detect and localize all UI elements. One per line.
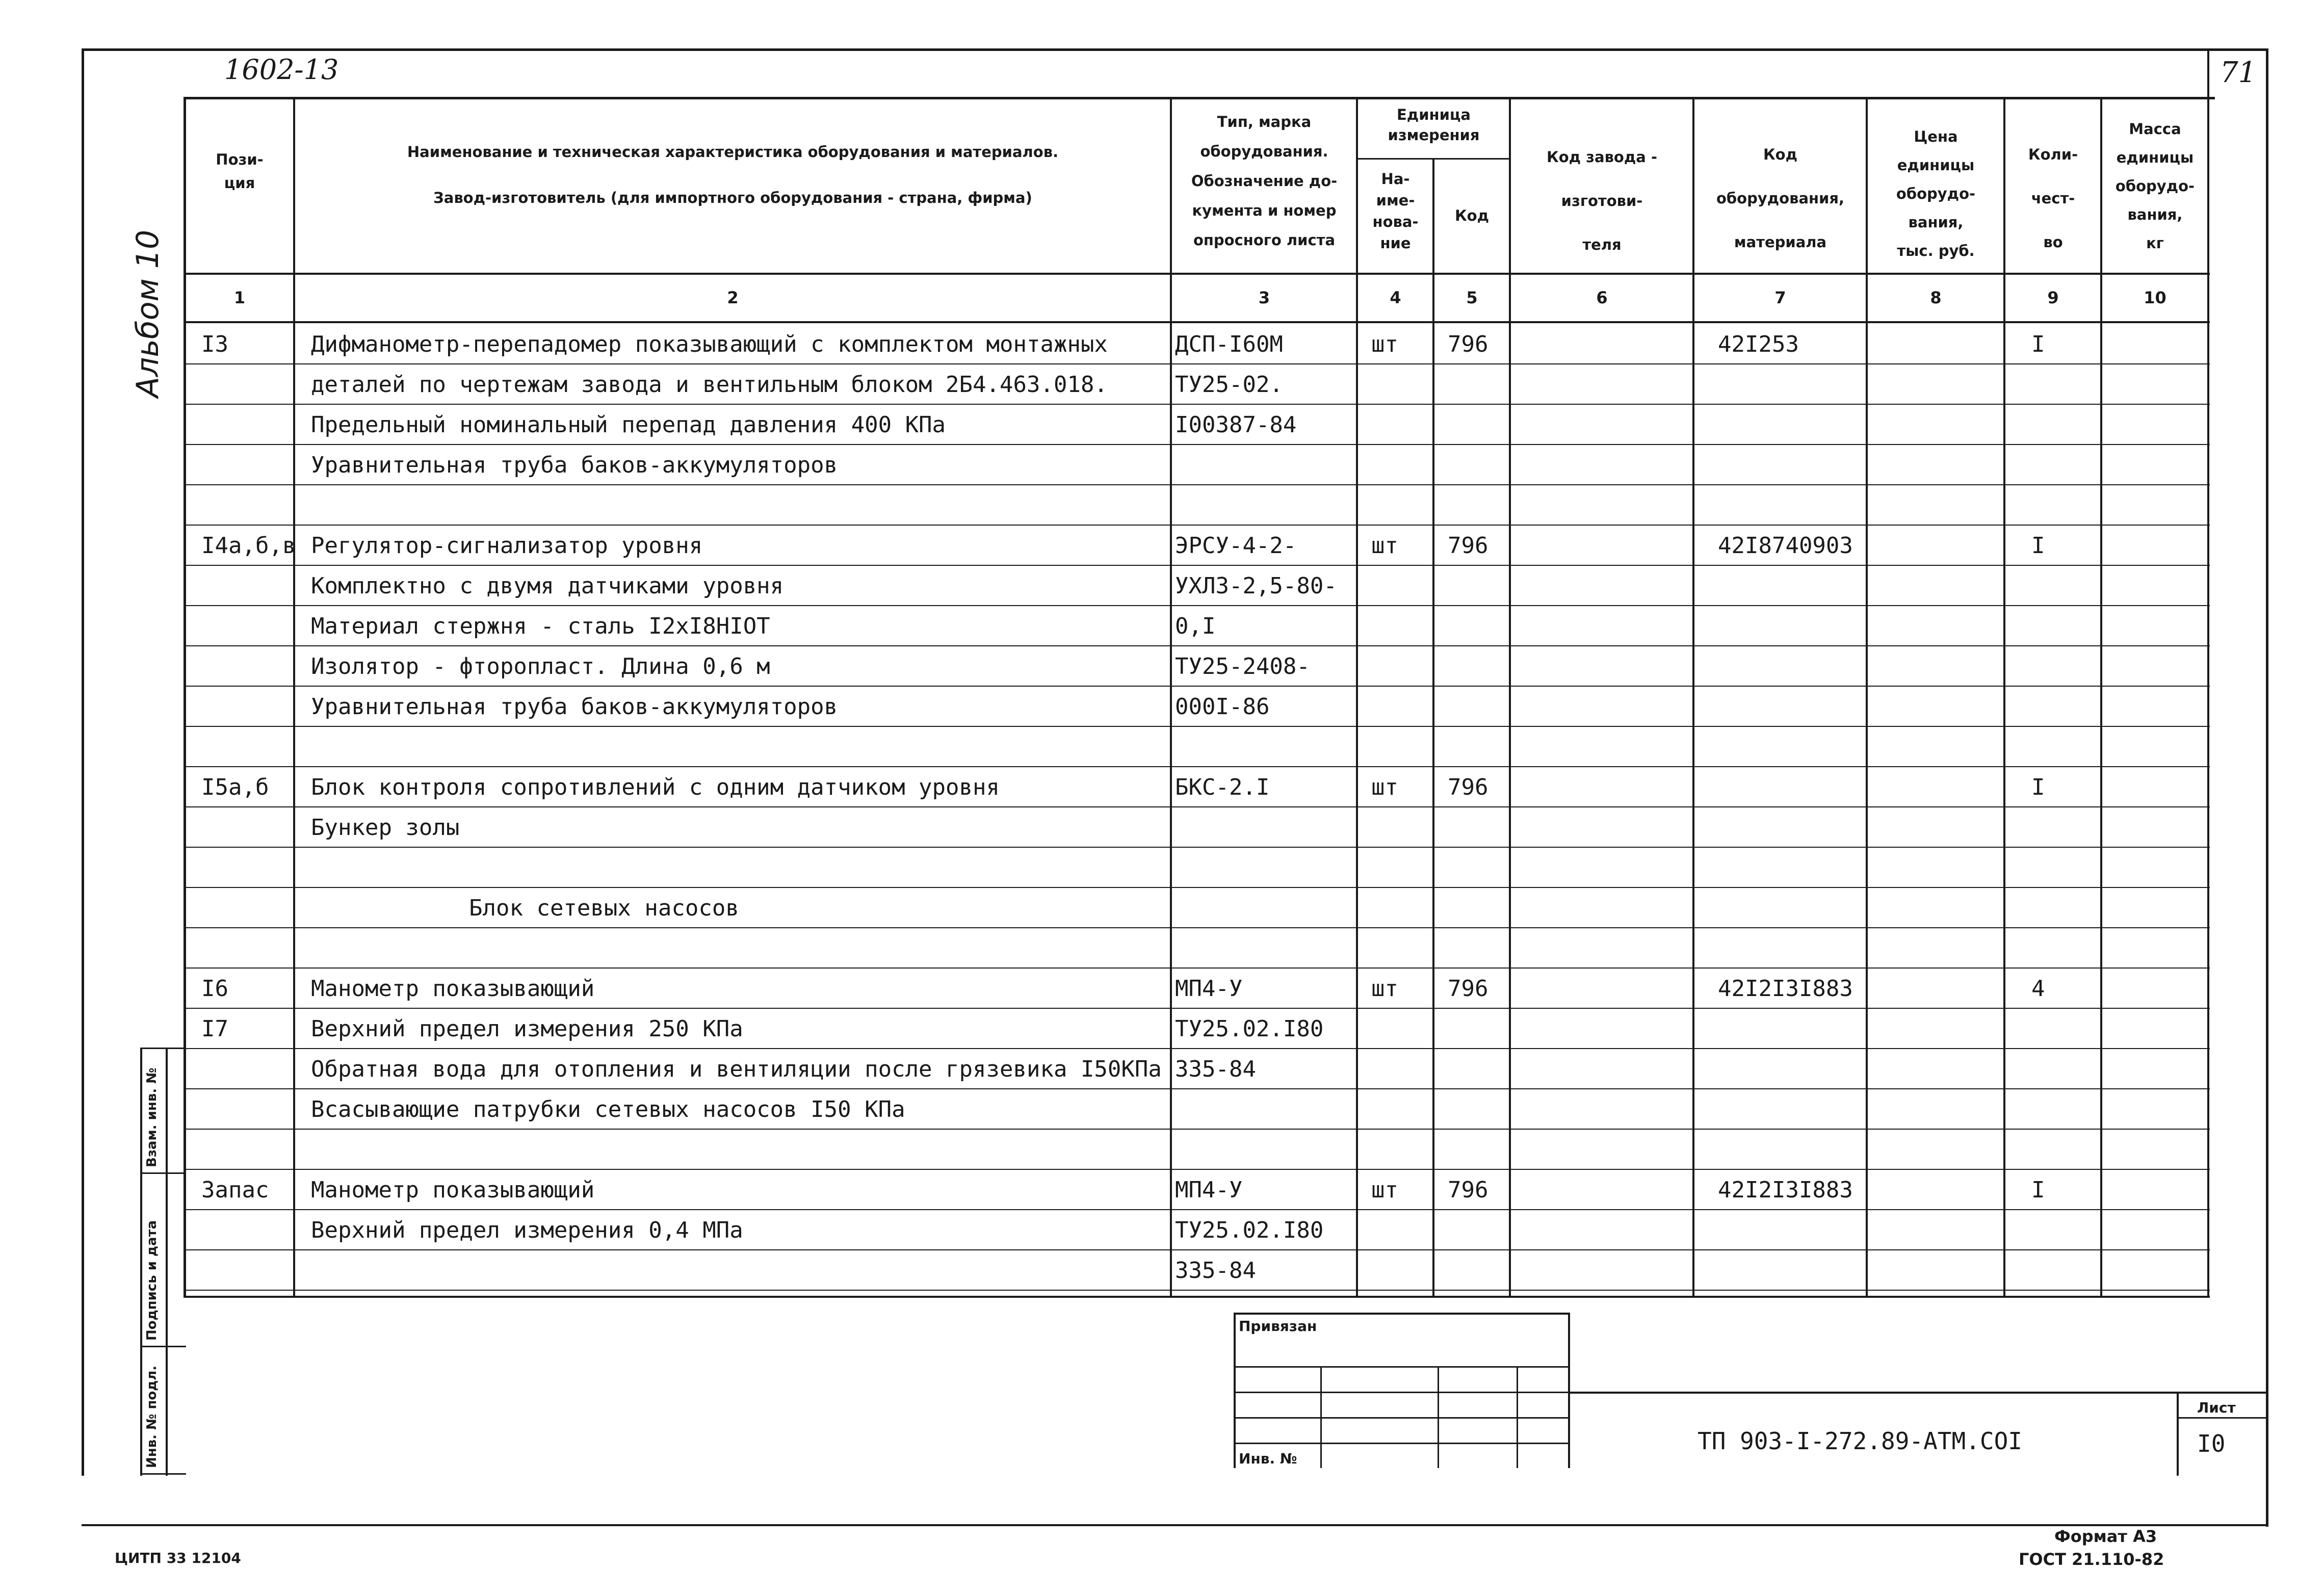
frame-right (2266, 48, 2268, 1527)
colnum-1: 1 (233, 288, 246, 307)
titleblock-top (1570, 1392, 2266, 1394)
cell-name: Обратная вода для отопления и вентиляции после грязевика I50КПа (311, 1056, 1162, 1082)
cell-qty: I (2031, 331, 2045, 357)
col-line-6 (1692, 97, 1694, 1297)
cell-type: ТУ25-02. (1175, 372, 1283, 398)
colnum-2: 2 (727, 288, 739, 307)
row-separator (184, 847, 2210, 848)
cell-name: Уравнительная труба баков-аккумуляторов (311, 452, 838, 478)
colnum-3: 3 (1258, 288, 1270, 307)
stamp-box-right (1568, 1313, 1570, 1468)
cell-unit-code: 796 (1448, 976, 1489, 1002)
top-code: 1602-13 (224, 54, 339, 86)
cell-name: Комплектно с двумя датчиками уровня (311, 573, 784, 599)
cell-name: деталей по чертежам завода и вентильным блоком 2Б4.463.018. (311, 372, 1108, 398)
side-stamp-signature-date: Подпись и дата (144, 1220, 160, 1341)
cell-type: ТУ25.02.I80 (1175, 1016, 1324, 1042)
header-col10: Масса единицы оборудо- вания, кг (2115, 120, 2195, 252)
row-separator (184, 1249, 2210, 1250)
sheet-box-divider (2177, 1417, 2268, 1419)
cell-unit-code: 796 (1448, 1177, 1489, 1203)
stamp-h3 (1234, 1417, 1570, 1419)
stamp-h2 (1234, 1392, 1570, 1393)
row-separator (184, 565, 2210, 566)
cell-name: Дифманометр-перепадомер показывающий с комплектом монтажных (311, 331, 1108, 357)
row-separator (184, 686, 2210, 687)
cell-pos: I4а,б,в (201, 533, 296, 559)
table-bottom (184, 1296, 2210, 1298)
row-separator (184, 444, 2210, 445)
row-separator (184, 766, 2210, 767)
stamp-h4 (1234, 1443, 1570, 1444)
side-stamp-outer (140, 1048, 142, 1476)
row-separator (184, 1008, 2210, 1009)
cell-type: ТУ25-2408- (1175, 653, 1310, 679)
cell-name: Уравнительная труба баков-аккумуляторов (311, 694, 838, 720)
cell-unit: шт (1371, 976, 1398, 1002)
row-separator (184, 363, 2210, 364)
col-line-9 (2100, 97, 2102, 1297)
bottom-left-stamp: ЦИТП 33 12104 (115, 1550, 241, 1566)
page-number-box-left (2207, 48, 2209, 99)
colnum-4: 4 (1390, 288, 1401, 307)
cell-name: Изолятор - фторопласт. Длина 0,6 м (311, 653, 770, 679)
unit-group-divider (1356, 158, 1509, 160)
header-bottom (184, 273, 2210, 275)
row-separator (184, 484, 2210, 485)
cell-type: ЭРСУ-4-2- (1175, 533, 1297, 559)
stamp-v3 (1517, 1366, 1518, 1468)
header-col2-line1: Наименование и техническая характеристика оборудования и материалов. (407, 143, 1059, 161)
row-separator (184, 1088, 2210, 1089)
header-unit-group: Единица измерения (1388, 106, 1480, 144)
side-stamp-original-inv: Инв. № подл. (144, 1365, 160, 1468)
colnum-bottom (184, 321, 2210, 323)
stamp-bound-label: Привязан (1239, 1318, 1317, 1335)
header-col5: Код (1454, 207, 1490, 224)
colnum-8: 8 (1930, 288, 1942, 307)
frame-bottom (82, 1524, 2268, 1526)
cell-unit: шт (1371, 1177, 1398, 1203)
page-number: 71 (2220, 56, 2257, 89)
row-separator (184, 1290, 2210, 1291)
row-separator (184, 645, 2210, 646)
cell-type: 0,I (1175, 613, 1216, 639)
cell-qty: I (2031, 1177, 2045, 1203)
cell-type: ДСП-I60М (1175, 331, 1283, 357)
side-stamp-h1 (140, 1172, 186, 1174)
row-separator (184, 1209, 2210, 1210)
row-separator (184, 605, 2210, 606)
header-col8: Цена единицы оборудо- вания, тыс. руб. (1896, 128, 1976, 259)
cell-pos: I6 (201, 976, 228, 1002)
gost-label: ГОСТ 21.110-82 (2019, 1550, 2164, 1569)
header-col4: На- име- нова- ние (1372, 170, 1419, 252)
side-stamp-h2 (140, 1346, 186, 1347)
cell-equip-code: 42I2I3I883 (1718, 1177, 1853, 1203)
cell-name: Блок контроля сопротивлений с одним датчиком уровня (311, 774, 1000, 800)
stamp-inv-label: Инв. № (1239, 1450, 1297, 1467)
side-stamp-inner (166, 1048, 168, 1476)
cell-pos: I5а,б (201, 774, 269, 800)
cell-name: Верхний предел измерения 250 КПа (311, 1016, 743, 1042)
stamp-v1 (1320, 1366, 1322, 1468)
stamp-v2 (1438, 1366, 1439, 1468)
cell-equip-code: 42I8740903 (1718, 533, 1853, 559)
row-separator (184, 1129, 2210, 1130)
cell-pos: Запас (201, 1177, 269, 1203)
format-label: Формат А3 (2054, 1527, 2157, 1546)
colnum-10: 10 (2144, 288, 2166, 307)
col-line-1 (293, 97, 295, 1297)
side-stamp-bottom (140, 1473, 186, 1475)
cell-qty: I (2031, 774, 2045, 800)
cell-unit-code: 796 (1448, 331, 1489, 357)
header-col7: Код оборудования, материала (1716, 146, 1845, 251)
cell-equip-code: 42I2I3I883 (1718, 976, 1853, 1002)
cell-unit-code: 796 (1448, 774, 1489, 800)
sheet-label: Лист (2197, 1399, 2236, 1416)
row-separator (184, 887, 2210, 888)
cell-name: Предельный номинальный перепад давления 400 КПа (311, 412, 946, 438)
frame-left (82, 48, 84, 1476)
side-stamp-replace-inv: Взам. инв. № (144, 1067, 160, 1167)
stamp-box-left (1234, 1313, 1236, 1468)
cell-qty: 4 (2031, 976, 2045, 1002)
table-top (184, 97, 2215, 99)
album-label: Альбом 10 (130, 229, 166, 398)
cell-qty: I (2031, 533, 2045, 559)
row-separator (184, 404, 2210, 405)
sheet-box-left (2177, 1392, 2179, 1476)
stamp-box-top (1234, 1313, 1570, 1315)
table-left (184, 97, 186, 1297)
header-col2-line2: Завод-изготовитель (для импортного оборудования - страна, фирма) (433, 189, 1032, 206)
side-stamp-top (140, 1048, 186, 1049)
frame-top (82, 48, 2268, 51)
header-col6: Код завода - изготови- теля (1547, 148, 1657, 253)
row-separator (184, 806, 2210, 807)
cell-name: Блок сетевых насосов (469, 895, 739, 921)
cell-name: Верхний предел измерения 0,4 МПа (311, 1217, 743, 1243)
row-separator (184, 968, 2210, 969)
cell-pos: I7 (201, 1016, 228, 1042)
cell-unit: шт (1371, 533, 1398, 559)
cell-type: 335-84 (1175, 1056, 1256, 1082)
stamp-h1 (1234, 1366, 1570, 1368)
col-line-2 (1170, 97, 1172, 1297)
cell-name: Манометр показывающий (311, 1177, 595, 1203)
colnum-6: 6 (1596, 288, 1608, 307)
sheet-number: I0 (2197, 1430, 2226, 1457)
cell-type: 000I-86 (1175, 694, 1270, 720)
header-col3: Тип, марка оборудования. Обозначение до- кумента и номер опросного листа (1191, 113, 1338, 249)
colnum-9: 9 (2047, 288, 2059, 307)
row-separator (184, 927, 2210, 928)
cell-type: I00387-84 (1175, 412, 1297, 438)
row-separator (184, 525, 2210, 526)
cell-type: МП4-У (1175, 1177, 1243, 1203)
table-right (2207, 97, 2209, 1297)
cell-name: Бункер золы (311, 815, 460, 841)
row-separator (184, 1048, 2210, 1049)
cell-type: МП4-У (1175, 976, 1243, 1002)
header-col9: Коли- чест- во (2028, 146, 2078, 251)
cell-type: 335-84 (1175, 1258, 1256, 1284)
row-separator (184, 726, 2210, 727)
col-line-3 (1356, 97, 1358, 1297)
cell-unit-code: 796 (1448, 533, 1489, 559)
col-line-4 (1432, 158, 1434, 1297)
header-col1: Пози- ция (216, 151, 264, 192)
cell-name: Манометр показывающий (311, 976, 595, 1002)
row-separator (184, 1169, 2210, 1170)
col-line-8 (2003, 97, 2005, 1297)
cell-name: Материал стержня - сталь I2хI8НIОТ (311, 613, 770, 639)
cell-unit: шт (1371, 774, 1398, 800)
cell-type: ТУ25.02.I80 (1175, 1217, 1324, 1243)
col-line-5 (1509, 97, 1511, 1297)
colnum-5: 5 (1466, 288, 1478, 307)
cell-name: Регулятор-сигнализатор уровня (311, 533, 703, 559)
cell-unit: шт (1371, 331, 1398, 357)
cell-type: БКС-2.I (1175, 774, 1270, 800)
colnum-7: 7 (1774, 288, 1786, 307)
cell-pos: I3 (201, 331, 228, 357)
cell-equip-code: 42I253 (1718, 331, 1799, 357)
document-code: ТП 903-I-272.89-АТМ.СОI (1698, 1427, 2022, 1455)
cell-type: УХЛЗ-2,5-80- (1175, 573, 1337, 599)
cell-name: Всасывающие патрубки сетевых насосов I50 КПа (311, 1096, 905, 1122)
col-line-7 (1866, 97, 1868, 1297)
